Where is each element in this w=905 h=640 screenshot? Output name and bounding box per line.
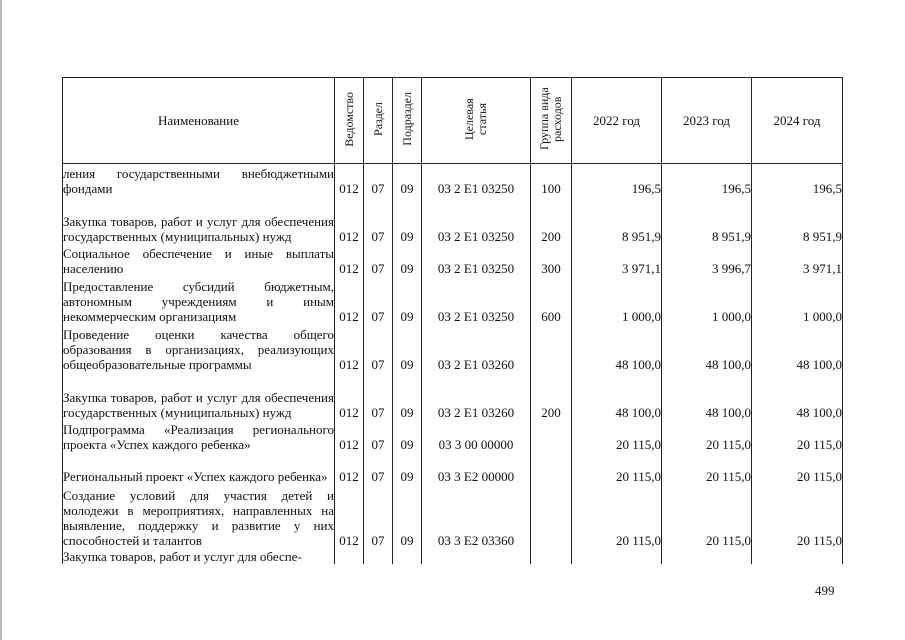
row-2023: 3 996,7 <box>662 244 752 276</box>
row-vedomstvo <box>335 548 364 564</box>
row-podrazdel: 09 <box>393 244 422 276</box>
row-podrazdel: 09 <box>393 484 422 548</box>
row-2024: 196,5 <box>752 164 843 196</box>
header-2022: 2022 год <box>572 78 662 164</box>
row-podrazdel: 09 <box>393 420 422 452</box>
budget-table <box>62 77 843 564</box>
header-vedomstvo <box>335 78 364 164</box>
row-2023: 48 100,0 <box>662 324 752 372</box>
header-target <box>422 78 531 164</box>
row-razdel: 07 <box>364 196 393 244</box>
row-name: Проведение оценки качества общего образования в организациях, реализующих общеобразовательные программы <box>63 324 335 372</box>
row-group: 200 <box>531 196 572 244</box>
header-vedomstvo-label: Ведомство <box>341 91 356 147</box>
table-row <box>63 484 843 548</box>
row-2022: 3 971,1 <box>572 244 662 276</box>
row-vedomstvo: 012 <box>335 372 364 420</box>
row-2023: 1 000,0 <box>662 276 752 324</box>
row-group <box>531 452 572 484</box>
row-name: Социальное обеспечение и иные выплаты населению <box>63 245 334 276</box>
row-2022: 48 100,0 <box>572 324 662 372</box>
table-body <box>63 164 843 564</box>
row-name: ления государственными внебюджетными фондами <box>63 165 334 196</box>
row-name: Закупка товаров, работ и услуг для обеспечения государственных (муниципальных) нужд <box>63 372 335 420</box>
row-2022: 196,5 <box>572 164 662 196</box>
row-2024: 20 115,0 <box>752 452 843 484</box>
row-2024: 20 115,0 <box>752 420 843 452</box>
row-razdel: 07 <box>364 244 393 276</box>
row-vedomstvo: 012 <box>335 324 364 372</box>
row-group: 100 <box>531 164 572 196</box>
row-target: 03 3 00 00000 <box>422 420 531 452</box>
row-razdel: 07 <box>364 484 393 548</box>
table-row <box>63 164 843 196</box>
row-2023: 196,5 <box>662 164 752 196</box>
row-group: 600 <box>531 276 572 324</box>
row-name: Закупка товаров, работ и услуг для обеспе- <box>63 548 335 564</box>
table-row <box>63 420 843 452</box>
row-target: 03 2 Е1 03250 <box>422 276 531 324</box>
row-razdel: 07 <box>364 420 393 452</box>
row-vedomstvo: 012 <box>335 244 364 276</box>
row-razdel: 07 <box>364 164 393 196</box>
header-group <box>531 78 572 164</box>
row-name: Предоставление субсидий бюджетным, автономным учреждениям и иным некоммерческим организациям <box>63 276 335 324</box>
row-vedomstvo: 012 <box>335 420 364 452</box>
row-razdel: 07 <box>364 452 393 484</box>
row-target: 03 2 Е1 03250 <box>422 244 531 276</box>
row-2023: 20 115,0 <box>662 452 752 484</box>
row-target: 03 2 Е1 03260 <box>422 324 531 372</box>
row-group <box>531 420 572 452</box>
row-group <box>531 548 572 564</box>
row-vedomstvo: 012 <box>335 452 364 484</box>
row-2024: 1 000,0 <box>752 276 843 324</box>
row-razdel: 07 <box>364 372 393 420</box>
row-2022 <box>572 548 662 564</box>
row-target: 03 2 Е1 03250 <box>422 196 531 244</box>
header-2023: 2023 год <box>662 78 752 164</box>
table-row <box>63 324 843 372</box>
row-vedomstvo: 012 <box>335 276 364 324</box>
header-group-label: Группа вида расходов <box>537 87 564 151</box>
header-name: Наименование <box>63 78 335 164</box>
row-name: Закупка товаров, работ и услуг для обеспечения государственных (муниципальных) нужд <box>63 196 335 244</box>
table-row <box>63 276 843 324</box>
row-razdel: 07 <box>364 276 393 324</box>
table-row <box>63 548 843 564</box>
table-row <box>63 244 843 276</box>
row-2023: 8 951,9 <box>662 196 752 244</box>
row-2022: 20 115,0 <box>572 420 662 452</box>
row-group <box>531 324 572 372</box>
row-2024: 48 100,0 <box>752 372 843 420</box>
row-2022: 8 951,9 <box>572 196 662 244</box>
row-podrazdel: 09 <box>393 164 422 196</box>
row-vedomstvo: 012 <box>335 484 364 548</box>
row-target: 03 3 Е2 00000 <box>422 452 531 484</box>
row-2024: 3 971,1 <box>752 244 843 276</box>
row-podrazdel: 09 <box>393 276 422 324</box>
row-group <box>531 484 572 548</box>
row-vedomstvo: 012 <box>335 196 364 244</box>
row-2024: 8 951,9 <box>752 196 843 244</box>
header-razdel <box>364 78 393 164</box>
row-group: 300 <box>531 244 572 276</box>
table-row <box>63 452 843 484</box>
row-2023: 20 115,0 <box>662 484 752 548</box>
row-2023: 48 100,0 <box>662 372 752 420</box>
page-edge <box>0 0 2 640</box>
row-target: 03 3 Е2 03360 <box>422 484 531 548</box>
row-name: Создание условий для участия детей и молодежи в мероприятиях, направленных на выявление, поддержку и развитие у них способностей и талантов <box>63 484 335 548</box>
row-podrazdel <box>393 548 422 564</box>
row-2022: 48 100,0 <box>572 372 662 420</box>
row-name: Региональный проект «Успех каждого ребенка» <box>63 452 335 484</box>
row-2023: 20 115,0 <box>662 420 752 452</box>
row-2024 <box>752 548 843 564</box>
header-2024: 2024 год <box>752 78 843 164</box>
row-podrazdel: 09 <box>393 372 422 420</box>
page-number: 499 <box>815 583 835 598</box>
header-target-label: Целевая статья <box>462 98 489 140</box>
row-vedomstvo: 012 <box>335 164 364 196</box>
table-row <box>63 372 843 420</box>
row-podrazdel: 09 <box>393 324 422 372</box>
row-group: 200 <box>531 372 572 420</box>
row-2022: 20 115,0 <box>572 484 662 548</box>
row-target <box>422 548 531 564</box>
row-razdel <box>364 548 393 564</box>
header-podrazdel-label: Подраздел <box>399 92 414 146</box>
row-2022: 20 115,0 <box>572 452 662 484</box>
row-razdel: 07 <box>364 324 393 372</box>
row-2023 <box>662 548 752 564</box>
row-name: Подпрограмма «Реализация регионального проекта «Успех каждого ребенка» <box>63 421 334 452</box>
row-target: 03 2 Е1 03250 <box>422 164 531 196</box>
header-podrazdel <box>393 78 422 164</box>
table-row <box>63 196 843 244</box>
row-2022: 1 000,0 <box>572 276 662 324</box>
row-podrazdel: 09 <box>393 452 422 484</box>
row-2024: 48 100,0 <box>752 324 843 372</box>
row-target: 03 2 Е1 03260 <box>422 372 531 420</box>
header-row <box>63 78 843 164</box>
row-podrazdel: 09 <box>393 196 422 244</box>
header-razdel-label: Раздел <box>370 102 385 136</box>
row-2024: 20 115,0 <box>752 484 843 548</box>
